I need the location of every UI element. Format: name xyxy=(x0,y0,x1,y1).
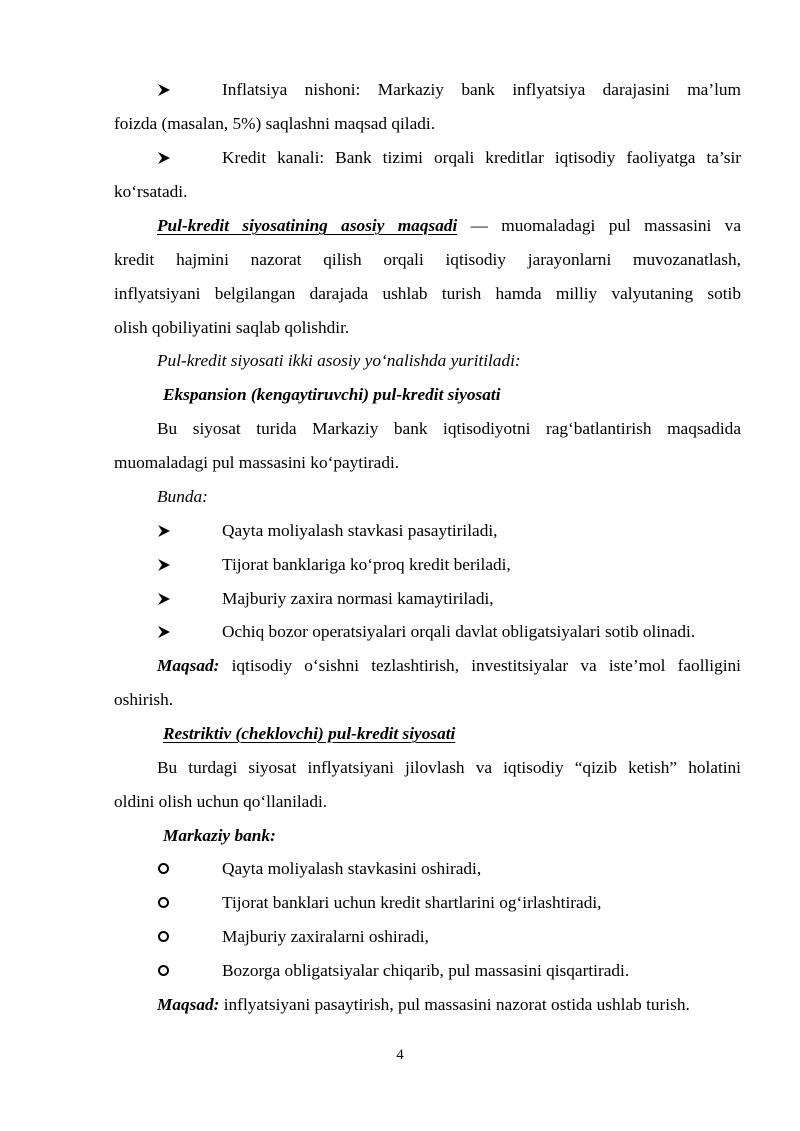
bullet-text: Qayta moliyalash stavkasi pasaytiriladi, xyxy=(222,521,498,540)
text-span: — muomaladagi pul massasini va xyxy=(457,216,741,235)
paragraph-line: Bu turdagi siyosat inflyatsiyani jilovlash va iqtisodiy “qizib ketish” holatini xyxy=(157,758,741,777)
bullet-text: Ochiq bozor operatsiyalari orqali davlat obligatsiyalari sotib olinadi. xyxy=(222,622,696,641)
paragraph-line: oldini olish uchun qo‘llaniladi. xyxy=(114,792,328,811)
circle-bullet-icon xyxy=(157,961,175,981)
bullet-text: Majburiy zaxira normasi kamaytiriladi, xyxy=(222,589,494,608)
circle-bullet-icon xyxy=(157,893,175,913)
bullet-text: Kredit kanali: Bank tizimi orqali kreditlar iqtisodiy faoliyatga ta’sir xyxy=(222,148,741,167)
italic-line: Bunda: xyxy=(157,487,208,506)
arrowhead-bullet-icon xyxy=(157,555,175,575)
text-span: iqtisodiy o‘sishni tezlashtirish, investitsiyalar va iste’mol faolligini xyxy=(219,656,741,675)
arrowhead-bullet-icon xyxy=(157,148,175,168)
text-line: foizda (masalan, 5%) saqlashni maqsad qiladi. xyxy=(114,114,436,133)
arrowhead-bullet-icon xyxy=(157,80,175,100)
section-heading: Restriktiv (cheklovchi) pul-kredit siyosati xyxy=(163,724,456,743)
circle-bullet-icon xyxy=(157,927,175,947)
maqsad-label: Maqsad: xyxy=(157,656,220,675)
text-line: ko‘rsatadi. xyxy=(114,182,188,201)
bold-term: Pul-kredit siyosatining asosiy maqsadi xyxy=(157,216,458,235)
section-heading: Ekspansion (kengaytiruvchi) pul-kredit siyosati xyxy=(163,385,501,404)
paragraph-line: muomaladagi pul massasini ko‘paytiradi. xyxy=(114,453,400,472)
paragraph-line: kredit hajmini nazorat qilish orqali iqtisodiy jarayonlarni muvozanatlash, xyxy=(114,250,741,269)
paragraph-line: inflyatsiyani belgilangan darajada ushlab turish hamda milliy valyutaning sotib xyxy=(114,284,741,303)
bullet-text: Inflatsiya nishoni: Markaziy bank inflyatsiya darajasini ma’lum xyxy=(222,80,741,99)
paragraph-line xyxy=(157,216,741,236)
bullet-text: Bozorga obligatsiyalar chiqarib, pul massasini qisqartiradi. xyxy=(222,961,630,980)
bullet-text: Majburiy zaxiralarni oshiradi, xyxy=(222,927,429,946)
text-span: inflyatsiyani pasaytirish, pul massasini nazorat ostida ushlab turish. xyxy=(219,995,690,1014)
bullet-text: Qayta moliyalash stavkasini oshiradi, xyxy=(222,859,482,878)
maqsad-label: Maqsad: xyxy=(157,995,220,1014)
paragraph-line: olish qobiliyatini saqlab qolishdir. xyxy=(114,318,350,337)
italic-line: Pul-kredit siyosati ikki asosiy yo‘nalishda yuritiladi: xyxy=(157,351,521,370)
subheading: Markaziy bank: xyxy=(163,826,276,845)
paragraph-line: Bu siyosat turida Markaziy bank iqtisodiyotni rag‘batlantirish maqsadida xyxy=(157,419,741,438)
arrowhead-bullet-icon xyxy=(157,622,175,642)
arrowhead-bullet-icon xyxy=(157,589,175,609)
page-number: 4 xyxy=(396,1047,404,1063)
arrowhead-bullet-icon xyxy=(157,521,175,541)
bullet-text: Tijorat banklariga ko‘proq kredit beriladi, xyxy=(222,555,511,574)
paragraph-line xyxy=(157,656,741,676)
paragraph-line xyxy=(157,995,741,1015)
paragraph-line: oshirish. xyxy=(114,690,174,709)
bullet-text: Tijorat banklari uchun kredit shartlarini og‘irlashtiradi, xyxy=(222,893,602,912)
circle-bullet-icon xyxy=(157,859,175,879)
